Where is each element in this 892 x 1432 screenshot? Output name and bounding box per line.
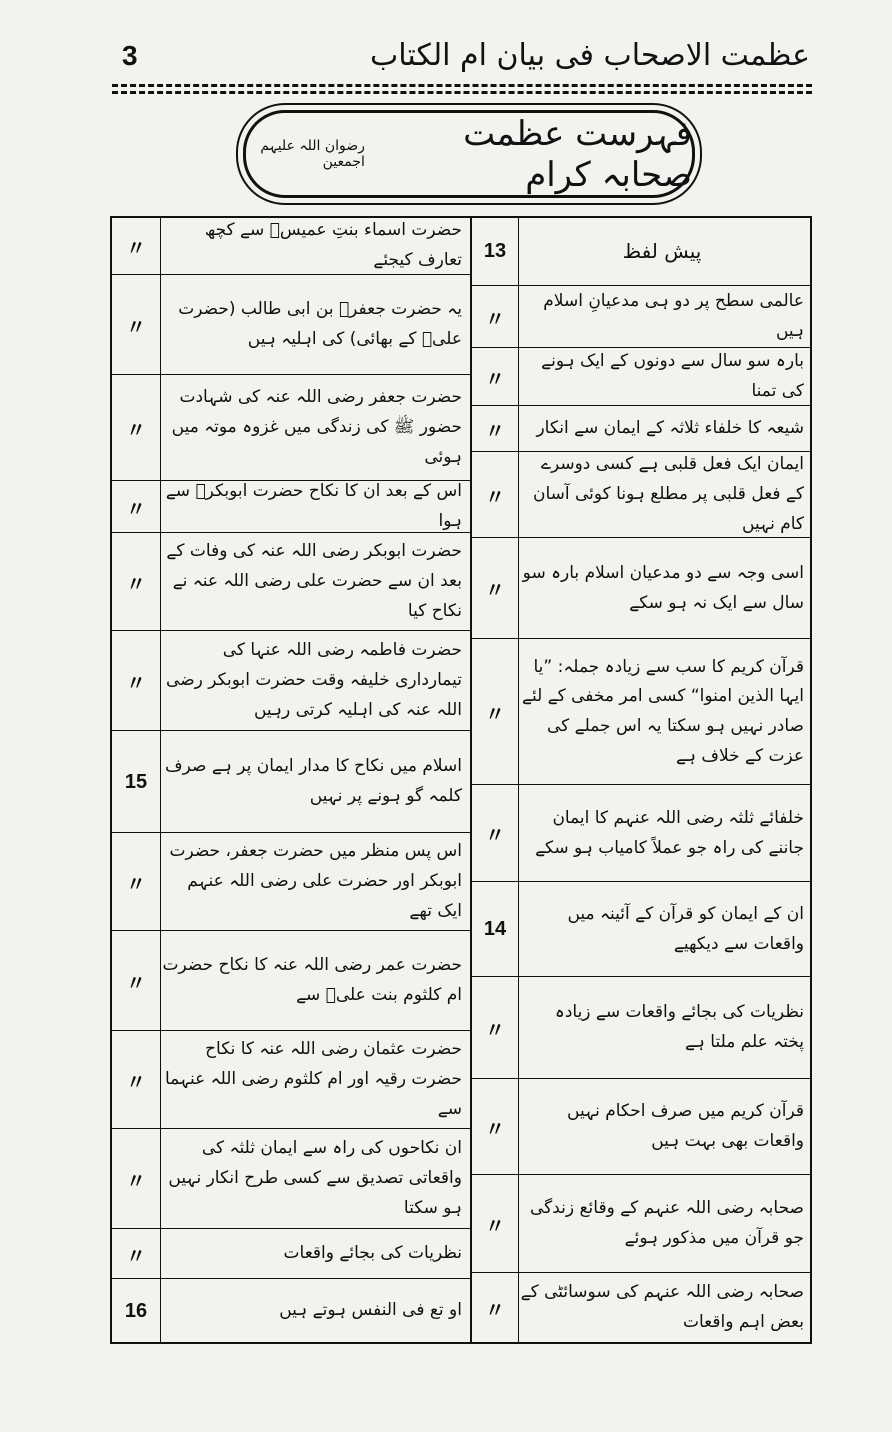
left_column-row bbox=[112, 532, 470, 631]
left_column-row bbox=[112, 1128, 470, 1229]
entry-title: صحابہ رضی اللہ عنہم کے وقائع زندگی جو قرآن میں مذکور ہوئے bbox=[529, 1198, 804, 1248]
left_column-row bbox=[112, 480, 470, 533]
page-reference: 〃 bbox=[112, 1229, 161, 1279]
running-title: عظمت الاصحاب فی بیان ام الکتاب bbox=[370, 38, 810, 73]
right_column-row bbox=[472, 537, 812, 639]
right_column-row bbox=[472, 638, 812, 785]
right_column-row bbox=[472, 881, 812, 977]
page-reference: 〃 bbox=[112, 1129, 161, 1229]
page-reference: 〃 bbox=[472, 348, 519, 406]
right_column-row bbox=[472, 976, 812, 1079]
entry-title: ان نکاحوں کی راہ سے ایمان ثلثہ کی واقعاتی تصدیق سے کسی طرح انکار نہیں ہو سکتا bbox=[168, 1138, 462, 1218]
right_column-row bbox=[472, 218, 812, 285]
entry-title: نظریات کی بجائے واقعات bbox=[283, 1243, 462, 1264]
right_column-row bbox=[472, 285, 812, 348]
entry-title: حضرت عمر رضی اللہ عنہ کا نکاح حضرت ام کلثوم بنت علیؓ سے bbox=[162, 955, 462, 1005]
entry-title: خلفائے ثلثہ رضی اللہ عنہم کا ایمان جاننے کی راہ جو عملاً کامیاب ہو سکے bbox=[535, 807, 804, 858]
entry-title: بارہ سو سال سے دونوں کے ایک ہونے کی تمنا bbox=[541, 351, 804, 401]
entry-title: اسلام میں نکاح کا مدار ایمان پر ہے صرف کلمہ گو ہونے پر نہیں bbox=[165, 756, 462, 806]
page-reference: 13 bbox=[472, 218, 519, 285]
page-reference: 〃 bbox=[472, 286, 519, 348]
index-table bbox=[110, 216, 812, 1344]
entry-title: یہ حضرت جعفرؓ بن ابی طالب (حضرت علیؓ کے بھائی) کی اہلیہ ہیں bbox=[178, 299, 462, 349]
page-reference: 15 bbox=[112, 731, 161, 833]
page-reference: 〃 bbox=[472, 406, 519, 452]
entry-title: حضرت جعفر رضی اللہ عنہ کی شہادت حضور ﷺ کی زندگی میں غزوہ موتہ میں ہوئی bbox=[171, 387, 462, 467]
entry-title: قرآن کریم کا سب سے زیادہ جملہ: ”یا ایہا الذین امنوا“ کسی امر مخفی کے لئے صادر نہیں ہو سکتا یہ اس جملے کی عزت کے خلاف ہے bbox=[521, 656, 804, 766]
left_column-row bbox=[112, 274, 470, 375]
page-reference: 〃 bbox=[112, 533, 161, 631]
page-reference: 14 bbox=[472, 882, 519, 977]
page-reference: 〃 bbox=[112, 481, 161, 533]
entry-title: حضرت فاطمہ رضی اللہ عنہا کی تیمارداری خلیفہ وقت حضرت ابوبکر رضی اللہ عنہ کی اہلیہ کرتی رہیں bbox=[166, 640, 462, 720]
page-reference: 〃 bbox=[112, 931, 161, 1031]
entry-title: ان کے ایمان کو قرآن کے آئینہ میں واقعات سے دیکھیے bbox=[567, 903, 804, 954]
left_column-row bbox=[112, 730, 470, 833]
entry-title: نظریات کی بجائے واقعات سے زیادہ پختہ علم ملتا ہے bbox=[554, 1002, 804, 1052]
left_column-row bbox=[112, 1228, 470, 1279]
page-reference: 〃 bbox=[472, 1273, 519, 1343]
title-honorific: رضوان اللہ علیہم اجمعین bbox=[260, 138, 365, 170]
page-reference: 16 bbox=[112, 1279, 161, 1343]
entry-title: اس پس منظر میں حضرت جعفر، حضرت ابوبکر اور حضرت علی رضی اللہ عنہم ایک تھے bbox=[169, 841, 462, 921]
page-reference: 〃 bbox=[472, 1079, 519, 1175]
page-reference: 〃 bbox=[472, 1175, 519, 1273]
left_column-row bbox=[112, 218, 470, 274]
page-reference: 〃 bbox=[472, 452, 519, 538]
page-reference: 〃 bbox=[112, 275, 161, 375]
left_column-row bbox=[112, 374, 470, 481]
right_column-row bbox=[472, 405, 812, 452]
entry-title: حضرت اسماء بنتِ عمیسؓ سے کچھ تعارف کیجئے bbox=[204, 220, 462, 270]
index-column-right bbox=[470, 218, 812, 1342]
right_column-row bbox=[472, 1078, 812, 1175]
right_column-row bbox=[472, 1272, 812, 1343]
right_column-row bbox=[472, 347, 812, 406]
entry-title: شیعہ کا خلفاء ثلاثہ کے ایمان سے انکار bbox=[536, 418, 804, 439]
entry-title: اس کے بعد ان کا نکاح حضرت ابوبکرؓ سے ہوا bbox=[165, 481, 462, 531]
entry-title: عالمی سطح پر دو ہی مدعیانِ اسلام ہیں bbox=[543, 291, 804, 341]
header-rule-bottom bbox=[112, 91, 812, 94]
page-reference: 〃 bbox=[472, 977, 519, 1079]
page-number: 3 bbox=[122, 40, 138, 71]
index-column-left bbox=[112, 218, 470, 1342]
left_column-row bbox=[112, 930, 470, 1031]
left_column-row bbox=[112, 832, 470, 931]
right_column-row bbox=[472, 1174, 812, 1273]
page-reference: 〃 bbox=[472, 785, 519, 882]
page-title: فہرست عظمت صحابہ کرام bbox=[463, 114, 692, 195]
entry-title: حضرت عثمان رضی اللہ عنہ کا نکاح حضرت رقیہ اور ام کلثوم رضی اللہ عنہما سے bbox=[165, 1039, 462, 1119]
right_column-row bbox=[472, 784, 812, 882]
title-cartouche bbox=[243, 110, 695, 198]
header-rule-top bbox=[112, 84, 812, 87]
entry-title: او تع فی النفس ہوتے ہیں bbox=[279, 1300, 462, 1321]
entry-heading: پیش لفظ bbox=[622, 239, 702, 263]
right_column-row bbox=[472, 451, 812, 538]
page-reference: 〃 bbox=[472, 538, 519, 639]
left_column-row bbox=[112, 1030, 470, 1129]
page-reference: 〃 bbox=[472, 639, 519, 785]
page-reference: 〃 bbox=[112, 1031, 161, 1129]
page-reference: 〃 bbox=[112, 375, 161, 481]
entry-title: اسی وجہ سے دو مدعیان اسلام بارہ سو سال سے ایک نہ ہو سکے bbox=[522, 562, 804, 613]
page-reference: 〃 bbox=[112, 833, 161, 931]
page-reference: 〃 bbox=[112, 218, 161, 274]
left_column-row bbox=[112, 630, 470, 731]
entry-title: حضرت ابوبکر رضی اللہ عنہ کی وفات کے بعد ان سے حضرت علی رضی اللہ عنہ نے نکاح کیا bbox=[166, 541, 462, 621]
page-reference: 〃 bbox=[112, 631, 161, 731]
entry-title: ایمان ایک فعل قلبی ہے کسی دوسرے کے فعل قلبی پر مطلع ہونا کوئی آسان کام نہیں bbox=[532, 454, 804, 534]
entry-title: قرآن کریم میں صرف احکام نہیں واقعات بھی بہت ہیں bbox=[567, 1101, 804, 1151]
left_column-row bbox=[112, 1278, 470, 1343]
entry-title: صحابہ رضی اللہ عنہم کی سوسائٹی کے بعض اہم واقعات bbox=[520, 1282, 804, 1332]
